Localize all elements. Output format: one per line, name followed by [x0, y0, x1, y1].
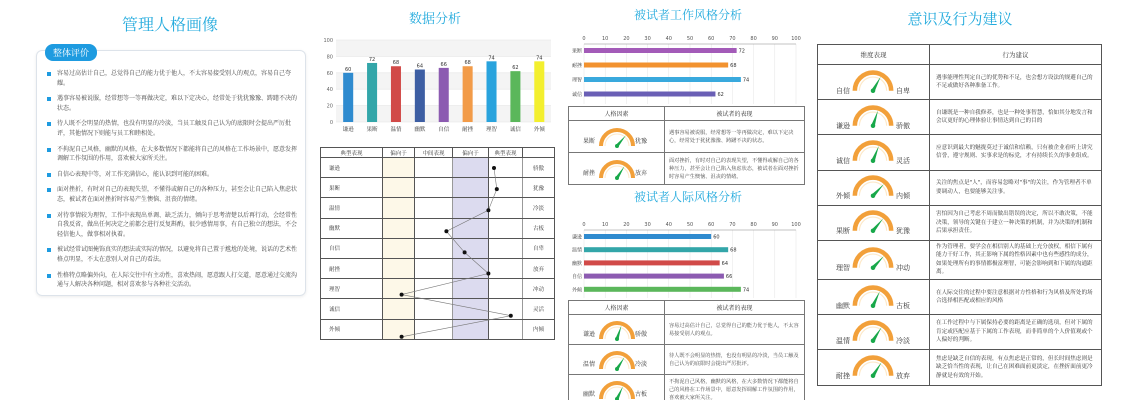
work-style-bar-chart — [566, 34, 806, 106]
left-trait-label: 果断 — [583, 137, 596, 145]
right-trait-label: 放弃 — [635, 169, 648, 177]
y-tick-label: 100 — [323, 38, 333, 44]
bar — [584, 260, 720, 265]
work-style-title: 被试者工作风格分析 — [633, 8, 742, 22]
right-trait-label: 古板 — [635, 390, 648, 398]
y-tick-label: 0 — [329, 120, 333, 126]
x-tick-label: 10 — [602, 36, 609, 42]
bar — [584, 48, 737, 53]
persona-title: 管理人格画像 — [121, 15, 218, 34]
trait-profile-table — [320, 147, 555, 340]
table-header: 中间表现 — [415, 148, 453, 158]
behavior-suggestion: 在工作过程中与下属保持必要的距离是正确的选项，但对下属的肯定或匹配应基于下属的工作表现，而非简单的个人价值观或个人偏好的判断。 — [930, 315, 1102, 350]
y-tick-label: 理智 — [571, 77, 582, 84]
y-tick-label: 自信 — [571, 274, 582, 281]
x-tick-label: 80 — [750, 222, 757, 228]
left-trait-label: 谦逊 — [836, 121, 850, 130]
behavior-description: 待人既不会明显的热情，也没有明显的冷淡，当员工触及自己认为的底限时会提出严厉批评。 — [664, 345, 804, 375]
x-tick-label: 诚信 — [509, 127, 521, 133]
x-tick-label: 外倾 — [533, 127, 545, 133]
x-tick-label: 90 — [771, 222, 778, 228]
table-row — [818, 100, 1102, 135]
x-tick-label: 40 — [665, 222, 672, 228]
y-tick-label: 果断 — [571, 48, 582, 55]
table-row — [321, 178, 555, 198]
bar-value-label: 68 — [464, 60, 471, 67]
x-tick-label: 0 — [582, 222, 586, 228]
gauge-icon — [850, 353, 896, 378]
table-row — [321, 319, 555, 339]
x-tick-label: 理智 — [486, 127, 498, 133]
table-header: 典型表现 — [489, 148, 523, 158]
left-trait-label: 理智 — [321, 279, 383, 299]
grid-band — [336, 40, 551, 56]
table-header: 行为建议 — [930, 45, 1102, 65]
table-row — [818, 205, 1102, 240]
left-trait-label: 幽默 — [321, 218, 383, 238]
left-trait-label: 耐挫 — [321, 258, 383, 278]
right-trait-label: 内倾 — [896, 192, 910, 201]
y-tick-label: 20 — [326, 103, 333, 110]
right-trait-label: 古板 — [896, 301, 910, 310]
left-trait-label: 诚信 — [836, 156, 850, 165]
behavior-description: 面对挫折，有时对自己的表现失望，不懂得或解自己的各种压力，甚至会让自己陷入焦虑状态，被试者在面对挫折时容易产生懊恼、沮丧的情绪。 — [664, 153, 804, 185]
y-tick-label: 幽默 — [571, 260, 582, 267]
x-tick-label: 10 — [602, 222, 609, 228]
x-tick-label: 40 — [665, 36, 672, 42]
y-tick-label: 温情 — [571, 247, 582, 254]
left-trait-label: 理智 — [836, 264, 850, 273]
x-tick-label: 90 — [771, 36, 778, 42]
behavior-suggestion: 自谦既是一种自我修养，也是一种处事智慧，恰如其分地发言和会议更好的心理体验让事情达到自己的目的 — [930, 100, 1102, 135]
right-trait-label: 自卑 — [523, 238, 555, 258]
gauge-icon — [850, 318, 896, 343]
table-header: 人格因素 — [569, 107, 665, 121]
bar-value-label: 66 — [725, 274, 733, 281]
x-tick-label: 30 — [644, 36, 651, 42]
left-trait-label: 谦逊 — [583, 330, 596, 338]
x-tick-label: 耐挫 — [462, 127, 474, 133]
bar — [439, 68, 449, 122]
right-trait-label: 骄傲 — [523, 158, 555, 178]
x-tick-label: 70 — [729, 36, 736, 42]
table-header: 被试者的表现 — [664, 301, 804, 315]
table-row — [818, 279, 1102, 314]
work-style-table — [568, 106, 805, 185]
behavior-suggestion: 应意识到最大的魅拢莫过于诚信和信赖，只有被企业看听上讲究信誉，遵守规则、实事求是的标党，才有持续长久的事业组成。 — [930, 135, 1102, 170]
table-row — [818, 135, 1102, 170]
interpersonal-style-table — [568, 300, 805, 400]
table-header: 典型表现 — [321, 148, 383, 158]
x-tick-label: 果断 — [366, 127, 378, 133]
behavior-suggestion: 作为管理者，要学会在相信别人的基础上充分放权，相信下属有能力干好工作，其正影响下属的性格因素中也有些感性的成分，如果处理所有的事情都极富理智，可能会影响到和下属的沟通距离。 — [930, 240, 1102, 279]
gauge-icon — [850, 68, 896, 93]
trait-item: 被试经常试图掩饰真实的想法或实际的情况，以避免将自己置于尴尬的处境，说话的艺术性格点明显，不太在意别人对自己的看法。 — [47, 245, 297, 264]
right-trait-label: 灵活 — [523, 299, 555, 319]
behavior-suggestion: 在人际交往的过程中要注意根据对方性格和行为风格及所处的场合选择相匹配或相应的风格 — [930, 279, 1102, 314]
right-trait-label: 冷淡 — [523, 198, 555, 218]
table-row — [818, 240, 1102, 279]
behavior-suggestion-table — [817, 44, 1102, 386]
table-row — [569, 315, 805, 345]
x-tick-label: 幽默 — [414, 127, 426, 133]
bar — [584, 63, 728, 68]
gauge-icon — [597, 126, 637, 148]
behavior-description: 容易过高估计自己，总觉得自己的能力优于他人，不太容易接受别人的观点。 — [664, 315, 804, 345]
table-header: 被试者的表现 — [664, 107, 804, 121]
table-header — [523, 148, 555, 158]
x-tick-label: 80 — [750, 36, 757, 42]
trait-list — [47, 69, 297, 296]
left-trait-label: 耐挫 — [583, 169, 596, 177]
right-trait-label: 自卑 — [896, 86, 910, 95]
right-trait-label: 内倾 — [523, 319, 555, 339]
gauge-icon — [597, 379, 637, 400]
right-trait-label: 犹豫 — [523, 178, 555, 198]
y-tick-label: 80 — [326, 54, 333, 61]
gauge-icon — [850, 208, 896, 233]
bar-value-label: 72 — [368, 56, 376, 63]
trait-item: 自信心表现中等，对工作充满信心，能认识到可能的困难。 — [47, 170, 297, 180]
left-trait-label: 温情 — [583, 360, 596, 368]
right-trait-label: 骄傲 — [635, 330, 648, 338]
overall-evaluation-badge: 整体评价 — [45, 44, 97, 61]
left-trait-label: 幽默 — [836, 301, 850, 310]
trait-item: 容易过高估计自己，总觉得自己的能力优于他人，不太容易接受别人的观点，容易自己夸耀。 — [47, 69, 297, 88]
table-row — [321, 258, 555, 278]
bar-value-label: 68 — [730, 247, 737, 254]
bar — [367, 63, 377, 122]
x-tick-label: 50 — [686, 222, 694, 228]
behavior-description: 遇事容易被说服，经常想等一等再做决定，难以下定决心，经常处于犹犹豫豫、踌躇不决的状态。 — [664, 121, 804, 153]
gauge-icon — [597, 158, 637, 180]
behavior-suggestion: 关注的焦点是"人"，而容易忽略对"事"的关注，作为管理者不单要调动人，也要能够关注事。 — [930, 170, 1102, 205]
right-trait-label: 骄傲 — [896, 121, 910, 130]
bar-value-label: 60 — [713, 234, 720, 241]
interpersonal-bar-chart — [566, 220, 806, 300]
right-trait-label: 冲动 — [896, 264, 910, 273]
bar — [584, 234, 711, 239]
gauge-icon — [850, 283, 896, 308]
left-trait-label: 温情 — [836, 336, 850, 345]
bar — [584, 287, 741, 292]
bar — [487, 61, 497, 122]
table-row — [569, 153, 805, 185]
bar — [463, 66, 473, 122]
right-trait-label: 灵活 — [896, 156, 910, 165]
gauge-icon — [850, 138, 896, 163]
right-trait-label: 古板 — [523, 218, 555, 238]
y-tick-label: 60 — [326, 70, 333, 77]
y-tick-label: 40 — [326, 87, 333, 94]
data-analysis-title: 数据分析 — [408, 12, 461, 27]
bar-value-label: 74 — [742, 287, 750, 294]
table-row — [321, 158, 555, 178]
x-tick-label: 100 — [791, 36, 801, 42]
bar-value-label: 68 — [730, 63, 737, 69]
bar-value-label: 64 — [721, 260, 729, 267]
table-row — [321, 299, 555, 319]
table-header: 偏向于 — [453, 148, 489, 158]
right-trait-label: 放弃 — [896, 371, 910, 380]
x-tick-label: 50 — [686, 36, 694, 42]
x-tick-label: 20 — [623, 222, 630, 228]
x-tick-label: 自信 — [438, 127, 450, 133]
trait-item: 待人既不会明显的热情，也没有明显的冷淡，当员工触及自己认为的底限时会提出严厉批评，其他情况下则能与员工和睦相处。 — [47, 119, 297, 138]
table-row — [321, 198, 555, 218]
right-trait-label: 犹豫 — [635, 137, 648, 145]
bar — [584, 92, 715, 97]
bar-value-label: 74 — [742, 77, 750, 84]
y-tick-label: 外倾 — [571, 287, 582, 294]
right-trait-label: 放弃 — [523, 258, 555, 278]
table-row — [321, 218, 555, 238]
suggestion-title: 意识及行为建议 — [907, 10, 1013, 28]
table-row — [569, 375, 805, 400]
gauge-icon — [850, 245, 896, 270]
trait-item: 不拘泥自己风格，幽默的风格，在大多数情况下都能将自己的风格在工作场景中，愿意发挥调解工作氛围的作用，喜欢被大家所关注。 — [47, 145, 297, 164]
table-row — [818, 350, 1102, 385]
table-row — [569, 121, 805, 153]
gauge-icon — [850, 103, 896, 128]
behavior-suggestion: 焦虑是缺乏自信的表现，有点焦虑是正常的，但长时间焦虑则是缺乏恰当性的表现，让自己在困难面前更淡定，在挫折面前更冷静就是有效的开始。 — [930, 350, 1102, 385]
bar-value-label: 60 — [344, 66, 352, 73]
right-trait-label: 犹豫 — [896, 227, 910, 236]
right-trait-label: 冲动 — [523, 279, 555, 299]
x-tick-label: 60 — [708, 222, 715, 228]
behavior-suggestion: 害怕因为自己考虑不周而做出错误的决定，所以不敢决策，不能决策，领导的关键在于建立一种决策的机制，并为决策的机制和后果承担责任。 — [930, 205, 1102, 240]
table-row — [818, 65, 1102, 100]
trait-item: 性格特点略偏外向，在人际交往中有主动性，喜欢热闹，愿意跟人打交道，愿意通过交流沟通与人解决各种问题，相对喜欢参与各种社交活动。 — [47, 271, 297, 290]
x-tick-label: 70 — [729, 222, 736, 228]
x-tick-label: 谦逊 — [342, 127, 354, 133]
left-trait-label: 耐挫 — [836, 371, 850, 380]
bar — [584, 274, 724, 279]
left-trait-label: 外倾 — [321, 319, 383, 339]
table-row — [569, 345, 805, 375]
left-trait-label: 谦逊 — [321, 158, 383, 178]
left-trait-label: 温情 — [321, 198, 383, 218]
behavior-suggestion: 遇事能理性判定自己的优势和不足，也会想方设法的规避自己的不足或做好各种准备工作。 — [930, 65, 1102, 100]
x-tick-label: 温情 — [390, 127, 402, 133]
interpersonal-style-title: 被试者人际风格分析 — [633, 190, 742, 204]
y-tick-label: 谦逊 — [571, 234, 582, 241]
bar — [415, 70, 425, 122]
left-trait-label: 果断 — [836, 227, 850, 236]
overall-evaluation-card — [36, 50, 306, 296]
x-tick-label: 20 — [623, 36, 630, 42]
table-row — [818, 315, 1102, 350]
left-trait-label: 外倾 — [836, 192, 850, 201]
table-row — [321, 238, 555, 258]
right-trait-label: 冷淡 — [635, 360, 648, 368]
gauge-icon — [850, 173, 896, 198]
trait-item: 遇事容易被说服，经常想等一等再做决定，难以下定决心，经常处于犹犹豫豫、踌躇不决的状态。 — [47, 94, 297, 113]
left-trait-label: 自信 — [836, 86, 850, 95]
table-header: 维度表现 — [818, 45, 930, 65]
right-trait-label: 冷淡 — [896, 336, 910, 345]
left-trait-label: 诚信 — [321, 299, 383, 319]
bar-value-label: 64 — [416, 63, 424, 70]
bar — [534, 61, 544, 122]
bar-value-label: 66 — [440, 61, 447, 68]
left-trait-label: 幽默 — [583, 390, 596, 398]
bar — [584, 77, 741, 82]
left-trait-label: 自信 — [321, 238, 383, 258]
gauge-icon — [597, 349, 637, 371]
x-tick-label: 30 — [644, 222, 651, 228]
x-tick-label: 0 — [582, 36, 586, 42]
table-header: 偏向于 — [383, 148, 415, 158]
bar — [584, 247, 728, 252]
table-row — [818, 170, 1102, 205]
bar-value-label: 68 — [392, 60, 400, 67]
bar-value-label: 62 — [717, 92, 724, 98]
trait-bar-chart — [318, 34, 558, 144]
bar — [391, 66, 401, 122]
bar-value-label: 62 — [512, 65, 519, 72]
gauge-icon — [597, 319, 637, 341]
trait-item: 对待事情较为理智，工作中表现出单调、缺乏活力，倾向于思考清楚以后再行动，会经常性自我反省，做出任何决定之前都会进行反复斟酌，很少感情用事，有自己独立的想法，不会轻信他人，做事相对执着。 — [47, 211, 297, 240]
table-row — [321, 279, 555, 299]
bar-value-label: 74 — [536, 55, 543, 62]
table-header: 人格因素 — [569, 301, 665, 315]
bar — [343, 73, 353, 122]
x-tick-label: 60 — [708, 36, 715, 42]
trait-item: 面对挫折，有时对自己的表现失望，不懂得或解自己的各种压力，甚至会让自己陷入焦虑状态，被试者在面对挫折时容易产生懊恼、沮丧的情绪。 — [47, 185, 297, 204]
y-tick-label: 诚信 — [571, 92, 582, 98]
y-tick-label: 耐挫 — [571, 63, 582, 69]
bar-value-label: 72 — [738, 48, 746, 55]
left-trait-label: 果断 — [321, 178, 383, 198]
behavior-description: 不拘泥自己风格，幽默的风格，在大多数情况下都能将自己的风格在工作场景中，愿意发挥调解工作氛围的作用，喜欢被大家所关注。 — [664, 375, 804, 400]
x-tick-label: 100 — [791, 222, 801, 228]
bar-value-label: 74 — [488, 55, 495, 62]
bar — [510, 71, 520, 122]
